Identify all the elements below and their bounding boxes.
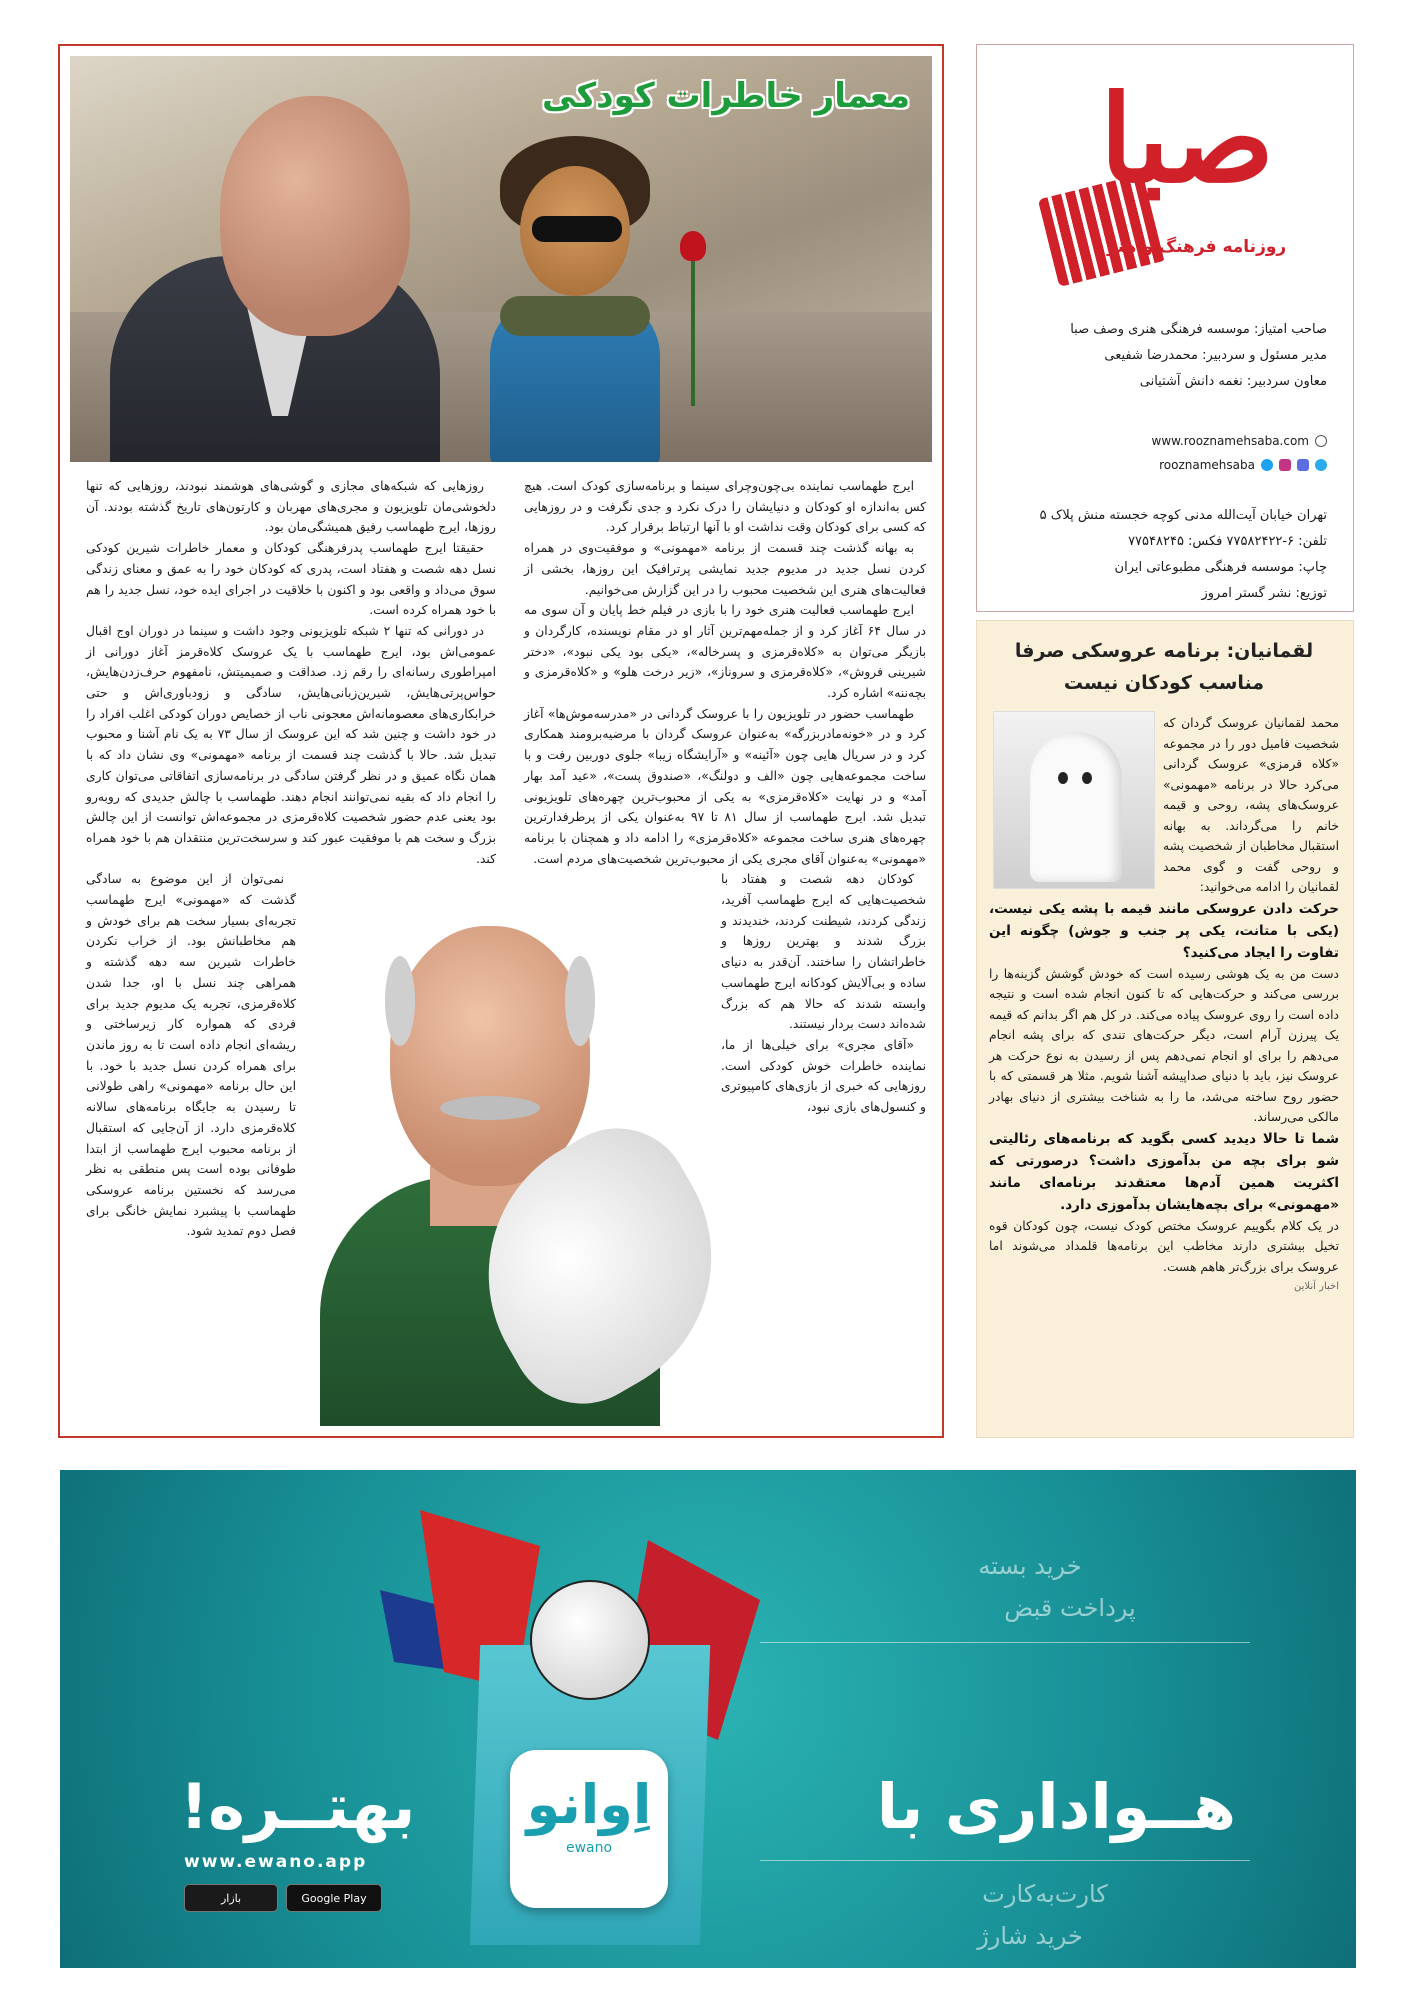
puppet-collar — [500, 296, 650, 336]
main-article — [58, 44, 944, 1438]
director-line: مدیر مسئول و سردبیر: محمدرضا شفیعی — [1104, 348, 1327, 363]
paragraph: ایرج طهماسب نماینده بی‌چون‌وچرای سینما و برنامه‌سازی کودک است. هیچ کس به‌اندازه او کودکان و دنیایشان را درک نکرد و جدی نگرفت و در روزهایی که کسی برای کودکان وقت نداشت او با آنها ارتباط برقرار کرد. — [524, 479, 926, 535]
divider — [760, 1642, 1250, 1643]
divider — [760, 1860, 1250, 1861]
phone-line: تلفن: ۶-۷۷۵۸۲۴۲۲ فکس: ۷۷۵۴۸۲۴۵ — [1128, 534, 1327, 549]
interview-answer: دست من به یک هوشی رسیده است که خودش گوشش گزینه‌ها را بررسی می‌کند و حرکت‌هایی که تا کنون انجام شده است و نتیجه داده است را روی عروسک پیاده می‌کند. در کل هم اگر بدانم که قیمه یک پیرزن آرام است، دیگر حرکت‌های تندی که برای پشه انجام می‌دهم را برای او انجام نمی‌دهم پس از رسیدن به نوع حرکت هر عروسک نیز، باید با دنیای صداپیشه آشنا شویم. مثلا هر قسمتی که با حضور روح ساخته می‌شد، ما را به شناخت بیشتری از دنیای بهادر مالکی می‌رساند. — [989, 966, 1339, 1124]
logo-subtitle: روزنامه فرهنگ و هنر — [1107, 237, 1287, 257]
google-play-badge[interactable]: Google Play — [286, 1884, 382, 1912]
twitter-icon — [1261, 459, 1273, 471]
paragraph: به بهانه گذشت چند قسمت از برنامه «مهمونی» و موفقیت‌وی در همراه کردن نسل جدید در مدیوم جدید نمایشی پرترافیک این روزها، بخشی از فعالیت‌های هنری این شخصیت محبوب را در این گزارش می‌خوانیم. — [524, 541, 926, 597]
interview-question: حرکت دادن عروسکی مانند قیمه با پشه یکی نیست، (یکی با متانت، یکی پر جنب و جوش) چگونه این تفاوت را ایجاد می‌کنید؟ — [989, 900, 1339, 961]
man-head — [220, 96, 410, 336]
rose-stem — [691, 256, 695, 406]
interview-answer: در یک کلام بگوییم عروسک مختص کودک نیست، چون کودکان قوه تخیل بیشتری دارند مخاطب این برنامه‌ها قلمداد می‌شوند اما عروسک برای بزرگ‌تر هاهم هست. — [989, 1218, 1339, 1274]
paragraph: طهماسب حضور در تلویزیون را با عروسک گردانی در «مدرسه‌موش‌ها» آغاز کرد و در «خونه‌مادربزرگه» به‌عنوان عروسک گردان با مرضیه‌برومند همکاری کرد و در سریال هایی چون «آئینه» و «آرایشگاه زیبا» جلوی دوربین رفت و با ساخت مجموعه‌هایی چون «الف و دولنگ»، «صندوق پست»، «عید آمد بهار آمد» و در نهایت «کلاه‌قرمزی» به یکی از محبوب‌ترین چهره‌های تلویزیونی تبدیل شد. ایرج طهماسب از سال ۸۱ تا ۹۷ به‌عنوان یکی از پرطرفدارترین چهره‌های هنری ساخت مجموعه «کلاه‌قرمزی» را ادامه داد و همچنان با برنامه «مهمونی» به‌عنوان آقای مجری یکی از محبوب‌ترین شخصیت‌های مردم است. — [524, 706, 926, 866]
portrait-mustache — [440, 1096, 540, 1120]
portrait-photo — [310, 886, 720, 1426]
contact-info — [997, 503, 1327, 607]
puppet-glasses — [532, 216, 622, 242]
ad-url[interactable]: www.ewano.app — [184, 1852, 368, 1872]
interview-title: لقمانیان: برنامه عروسکی صرفا مناسب کودکان نیست — [1014, 640, 1314, 694]
hero-photo — [70, 56, 932, 462]
website-link[interactable]: www.rooznamehsaba.com — [1151, 434, 1309, 448]
paragraph: نمی‌توان از این موضوع به سادگی گذشت که «مهمونی» ایرج طهماسب تجربه‌ای بسیار سخت هم برای خودش و هم مخاطبانش بود. از خراب نکردن خاطرات شیرین سه دهه گذشته و همراهی چند نسل با او، جدا شدن کلاه‌قرمزی، تجربه یک مدیوم جدید برای فردی که همواره کار زیرساختی و ریشه‌ای انجام داده است تا به روز ماندن برای همراه کردن نسل جدید با خود. با این حال برنامه «مهمونی» راهی طولانی تا رسیدن به جایگاه برنامه‌های سالانه کلاه‌قرمزی دارد. از آن‌جایی که استقبال از برنامه محبوب ایرج طهماسب از ابتدا طوفانی بوده است پس منطقی به نظر می‌رسد که نخستین برنامه عروسکی طهماسب با پیشبرد نمایش خانگی برای فصل دوم تمدید شود. — [86, 872, 296, 1239]
social-handle[interactable]: rooznamehsaba — [1159, 458, 1255, 472]
paragraph: در دورانی که تنها ۲ شبکه تلویزیونی وجود داشت و سینما در دوران اوج اقبال عمومی‌اش بود، ایرج طهماسب با یک عروسک کلاه‌قرمز آغاز دورانی از امپراطوری رسانه‌ای را رقم زد. صداقت و صمیمیتش، نامفهوم حرف‌زدن‌هایش، حواس‌پرتی‌هایش، شیرین‌زبانی‌هایش، سادگی و زودباوری‌اش و حتی خرابکاری‌های معصومانه‌اش معجونی ناب از خصایص دوران کودکی اغلب افراد را در خود داشت و چنین شد که این عروسک از سال ۷۳ به یک نام آشنا و محبوب تبدیل شد. حالا با گذشت چند قسمت از برنامه «مهمونی» وی نشان داد که با همان نگاه عمیق و در نظر گرفتن سادگی در برنامه‌سازی اتفاقاتی می‌توان کاری را انجام داد که بقیه نمی‌توانند انجام دهند. طهماسب با چالش جدیدی که روبه‌رو بود یعنی عدم حضور شخصیت کلاه‌قرمزی در مجموعه‌اش توانست از این چالش بزرگ و سخت هم با موفقیت عبور کند و سرسخت‌ترین منتقدان هم با خود همراه کند. — [86, 623, 496, 866]
paragraph: روزهایی که شبکه‌های مجازی و گوشی‌های هوشمند نبودند، روزهایی که تنها دلخوشی‌مان تلویزیون و مجری‌های مهربان و کارتون‌های تاریخ گذشته بودند. آن روزها، ایرج طهماسب رفیق همیشگی‌مان بود. — [86, 479, 496, 535]
paragraph: ایرج طهماسب فعالیت هنری خود را با بازی در فیلم خط پایان و آن سوی مه در سال ۶۴ آغاز کرد و از جمله‌مهم‌ترین آثار او در مقام نویسنده، کارگردان و بازیگر می‌توان به «کلاه‌قرمزی و پسرخاله»، «یکی بود یکی نبود»، «دختر شیرینی فروش»، «کلاه‌قرمزی و سروناز»، «زیر درخت هلو» و «کلاه‌قرمزی و بچه‌ننه» اشاره کرد. — [524, 603, 926, 701]
ad-headline: بهتــره! — [180, 1770, 416, 1843]
interview-source: اخبار آنلاین — [1294, 1281, 1339, 1292]
owner-line: صاحب امتیاز: موسسه فرهنگی هنری وصف صبا — [1070, 322, 1327, 337]
aparat-icon — [1297, 459, 1309, 471]
print-line: چاپ: موسسه فرهنگی مطبوعاتی ایران — [1114, 560, 1327, 575]
masthead — [976, 44, 1354, 612]
telegram-icon — [1315, 459, 1327, 471]
interview-intro: محمد لقمانیان عروسک گردان که شخصیت فامیل دور را در مجموعه «کلاه قرمزی» عروسک گردانی می‌کرد حالا در برنامه «مهمونی» عروسک‌های پشه، روحی و قیمه خانم را می‌گرداند. به بهانه استقبال مخاطبان از شخصیت پشه و روحی گفت و گوی محمد لقمانیان را ادامه می‌خوانید: — [1163, 716, 1339, 894]
paragraph: حقیقتا ایرج طهماسب پدرفرهنگی کودکان و معمار خاطرات شیرین کودکی نسل دهه شصت و هفتاد است، پدری که کودکان خود را به عمق و معنای زندگی سوق می‌داد و واقعی بود و اکنون با خلاقیت در اجرای ایده خود، نسل جدید را هم با خود همراه کرده است. — [86, 541, 496, 618]
newspaper-logo — [997, 65, 1337, 275]
portrait-head — [390, 926, 590, 1186]
rose-icon — [680, 231, 706, 261]
article-title: معمار خاطرات کودکی — [541, 76, 910, 116]
ad-headline: هــواداری با — [876, 1770, 1236, 1843]
brand-name: اِوانو — [526, 1773, 652, 1836]
interview-box — [976, 620, 1354, 1438]
logo-text: صبا — [1099, 69, 1275, 210]
ad-tag: کارت‌به‌کارت — [982, 1880, 1108, 1908]
brand-latin: ewano — [565, 1840, 613, 1856]
address-line: تهران خیابان آیت‌الله مدنی کوچه خجسته منش پلاک ۵ — [1039, 508, 1327, 523]
staff-list — [997, 317, 1327, 395]
instagram-icon — [1279, 459, 1291, 471]
web-links — [997, 429, 1327, 477]
paragraph: کودکان دهه شصت و هفتاد با شخصیت‌هایی که ایرج طهماسب آفرید، زندگی کردند، شیطنت کردند، خندیدند و بزرگ شدند و بهترین روزها و خاطراتشان را ساختند. آن‌قدر به دنیای ساده و بی‌آلایش کودکانه ایرج طهماسب وابسته شدند که حالا هم که بزرگ شده‌اند دست بردار نیستند. — [721, 872, 926, 1032]
portrait-hair — [565, 956, 595, 1046]
globe-icon — [1315, 435, 1327, 447]
interview-body — [989, 713, 1339, 1298]
ewano-logo — [510, 1750, 668, 1908]
ad-tag: خرید بسته — [978, 1552, 1082, 1580]
interview-question: شما تا حالا دیدید کسی بگوید که برنامه‌های رئالیتی شو برای بچه من بدآموزی داشت؟ درصورتی که اکثریت همین آدم‌ها معتقدند برنامه‌ای مانند «مهمونی» برای بچه‌هایشان بدآموزی دارد. — [989, 1130, 1339, 1213]
ewano-advertisement[interactable] — [60, 1470, 1356, 1968]
distribution-line: توزیع: نشر گستر امروز — [1201, 586, 1327, 601]
deputy-line: معاون سردبیر: نغمه دانش آشتیانی — [1139, 374, 1327, 389]
paragraph: «آقای مجری» برای خیلی‌ها از ما، نماینده خاطرات خوش کودکی است. روزهایی که خبری از بازی‌های کامپیوتری و کنسول‌های بازی نبود، — [721, 1037, 926, 1115]
soccer-ball-icon — [530, 1580, 650, 1700]
ad-tag: خرید شارژ — [977, 1922, 1083, 1950]
bazaar-badge[interactable]: بازار — [184, 1884, 278, 1912]
portrait-hair — [385, 956, 415, 1046]
ad-tag: پرداخت قبض — [1004, 1594, 1136, 1622]
